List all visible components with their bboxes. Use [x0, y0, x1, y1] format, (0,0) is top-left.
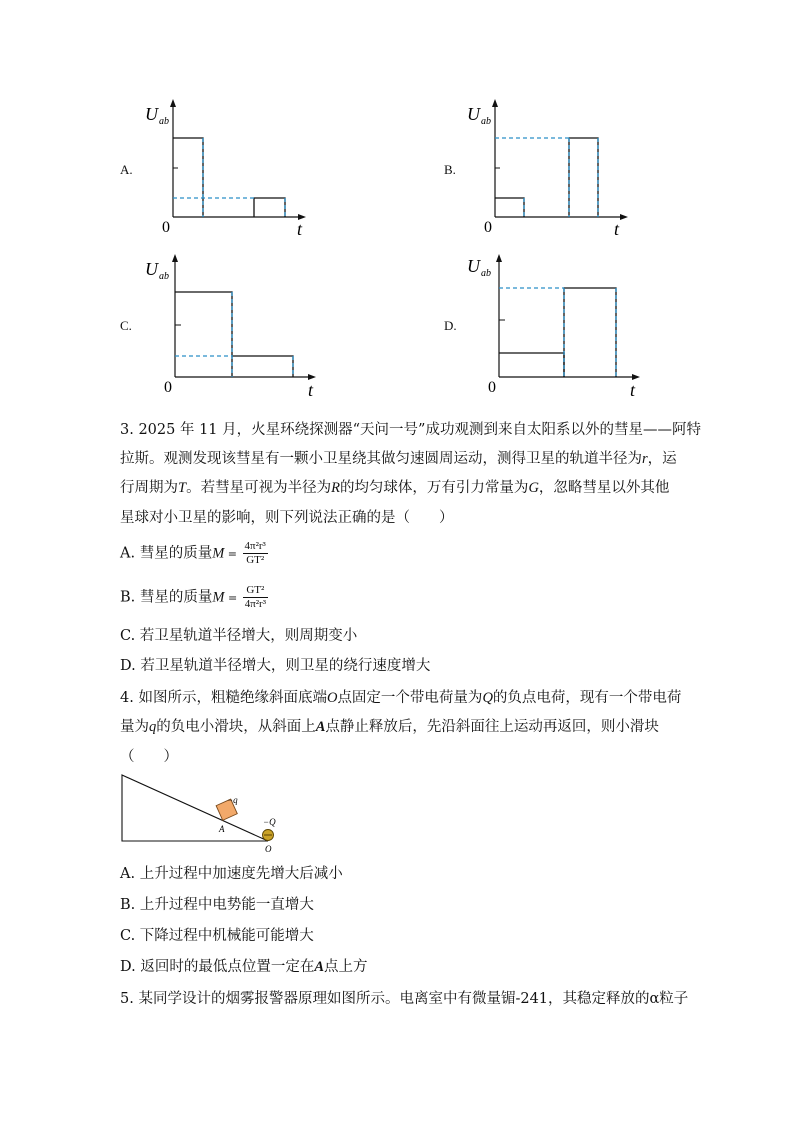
- svg-text:0: 0: [484, 219, 492, 236]
- q4-stem-line3: （ ）: [120, 749, 178, 765]
- option-c-label: C.: [120, 318, 132, 333]
- graph-option-b: [462, 95, 642, 240]
- svg-text:U: U: [467, 256, 480, 276]
- axis-x-label: t: [297, 219, 303, 239]
- svg-text:t: t: [630, 380, 636, 400]
- svg-text:0: 0: [488, 379, 496, 396]
- svg-text:t: t: [308, 380, 314, 400]
- q3-stem-line4: 星球对小卫星的影响，则下列说法正确的是（ ）: [120, 510, 454, 526]
- q3-option-d: D. 若卫星轨道半径增大，则卫星的绕行速度增大: [120, 658, 431, 674]
- graph-option-d: [464, 250, 654, 400]
- q3-stem-line3: 行周期为T。若彗星可视为半径为R的均匀球体，万有引力常量为G，忽略彗星以外其他: [120, 480, 670, 496]
- q4-option-d: D. 返回时的最低点位置一定在A点上方: [120, 959, 368, 975]
- graph-option-a: [140, 95, 320, 240]
- q3-option-b: B. 彗星的质量M = $\frac{\text{GT²}}{\text{4π²r³}}$: [120, 584, 266, 610]
- q4-option-c: C. 下降过程中机械能可能增大: [120, 928, 314, 944]
- svg-text:0: 0: [164, 379, 172, 396]
- svg-text:ab: ab: [159, 271, 169, 282]
- q4-stem-line2: 量为q的负电小滑块，从斜面上A点静止释放后，先沿斜面往上运动再返回，则小滑块: [120, 719, 659, 735]
- svg-text:O: O: [265, 844, 272, 854]
- svg-text:−Q: −Q: [263, 817, 276, 827]
- option-a-label: A.: [120, 162, 133, 177]
- q3-option-c: C. 若卫星轨道半径增大，则周期变小: [120, 628, 358, 644]
- svg-text:A: A: [219, 824, 225, 834]
- svg-text:U: U: [145, 259, 158, 279]
- q3-option-a: A. 彗星的质量M = $\frac{\text{4π²r³}}{\text{GT²}}$: [120, 540, 266, 566]
- option-d-label: D.: [444, 318, 457, 333]
- q5-stem-line1: 5. 某同学设计的烟雾报警器原理如图所示。电离室中有微量镅-241，其稳定释放的α粒子: [120, 991, 689, 1007]
- svg-text:ab: ab: [481, 116, 491, 127]
- q4-option-b: B. 上升过程中电势能一直增大: [120, 897, 314, 913]
- incline-diagram: [118, 770, 288, 858]
- option-b-label: B.: [444, 162, 456, 177]
- q3-stem-line2: 拉斯。观测发现该彗星有一颗小卫星绕其做匀速圆周运动，测得卫星的轨道半径为r，运: [120, 451, 677, 467]
- graph-option-c: [140, 250, 330, 400]
- q4-stem-line1: 4. 如图所示，粗糙绝缘斜面底端O点固定一个带电荷量为Q的负点电荷，现有一个带电荷: [120, 690, 682, 706]
- svg-text:ab: ab: [481, 268, 491, 279]
- q3-stem-line1: 3. 2025 年 11 月，火星环绕探测器“天问一号”成功观测到来自太阳系以外的彗星——阿特: [120, 422, 701, 438]
- origin-label: 0: [162, 219, 170, 236]
- axis-y-subscript: ab: [159, 116, 169, 127]
- axis-y-label: U: [145, 104, 158, 124]
- svg-text:U: U: [467, 104, 480, 124]
- q4-option-a: A. 上升过程中加速度先增大后减小: [120, 866, 343, 882]
- svg-text:t: t: [614, 219, 620, 239]
- svg-text:−q: −q: [227, 795, 238, 805]
